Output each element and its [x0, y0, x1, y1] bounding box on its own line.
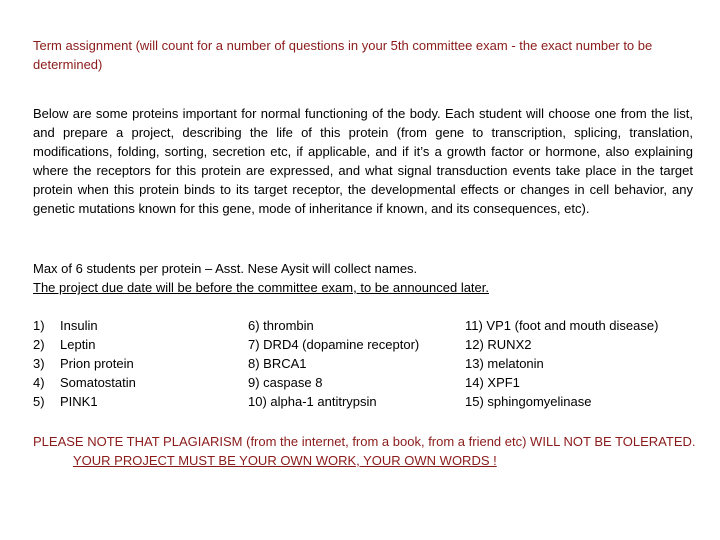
- plagiarism-warning: [33, 432, 703, 470]
- item-number: 1): [33, 318, 45, 333]
- item-label: Insulin: [60, 318, 98, 333]
- item-label: Leptin: [60, 337, 96, 352]
- item-label: Prion protein: [60, 356, 134, 371]
- item-number: 5): [33, 394, 45, 409]
- own-work-notice: YOUR PROJECT MUST BE YOUR OWN WORK, YOUR OWN WORDS !: [73, 453, 497, 468]
- intro-paragraph: Below are some proteins important for normal functioning of the body. Each student will choose one from the list, and prepare a project, describing the life of this protein (from gene to transcription, splicing, translation, modifications, folding, sorting, secretion etc, if applicable, and if it’s a growth factor or hormone, also explaining where the receptors for this protein are expressed, and what signal transduction events take place in the target protein when this protein binds to its target receptor, the developmental effects or changes in cell behavior, any genetic mutations known for this gene, mode of inheritance if known, and its consequences, etc).: [33, 106, 693, 216]
- list-item: 9) caspase 8: [248, 375, 323, 390]
- item-number: 2): [33, 337, 45, 352]
- due-date-note: The project due date will be before the committee exam, to be announced later.: [33, 280, 489, 295]
- list-item: 6) thrombin: [248, 318, 314, 333]
- list-item: [33, 354, 136, 373]
- list-item: 10) alpha-1 antitrypsin: [248, 394, 377, 409]
- list-item: [33, 373, 136, 392]
- assignment-heading: Term assignment (will count for a number of questions in your 5th committee exam - the exact number to be determined): [33, 38, 653, 72]
- list-item: [33, 392, 136, 411]
- list-item: 13) melatonin: [465, 356, 544, 371]
- list-item: [33, 316, 136, 335]
- list-item: 14) XPF1: [465, 375, 520, 390]
- list-item: 11) VP1 (foot and mouth disease): [465, 318, 659, 333]
- list-item: [33, 335, 136, 354]
- list-item: 15) sphingomyelinase: [465, 394, 592, 409]
- list-item: 8) BRCA1: [248, 356, 307, 371]
- item-label: PINK1: [60, 394, 98, 409]
- protein-list-column-1: [33, 316, 136, 411]
- protein-list-column-3: [465, 316, 658, 411]
- list-item: 12) RUNX2: [465, 337, 532, 352]
- item-number: 3): [33, 356, 45, 371]
- protein-list-column-2: [248, 316, 419, 411]
- item-label: Somatostatin: [60, 375, 136, 390]
- list-item: 7) DRD4 (dopamine receptor): [248, 337, 420, 352]
- plagiarism-warning-text: PLEASE NOTE THAT PLAGIARISM (from the internet, from a book, from a friend etc) WILL NOT BE TOLERATED.: [33, 434, 696, 449]
- max-students-note: Max of 6 students per protein – Asst. Nese Aysit will collect names.: [33, 261, 418, 276]
- item-number: 4): [33, 375, 45, 390]
